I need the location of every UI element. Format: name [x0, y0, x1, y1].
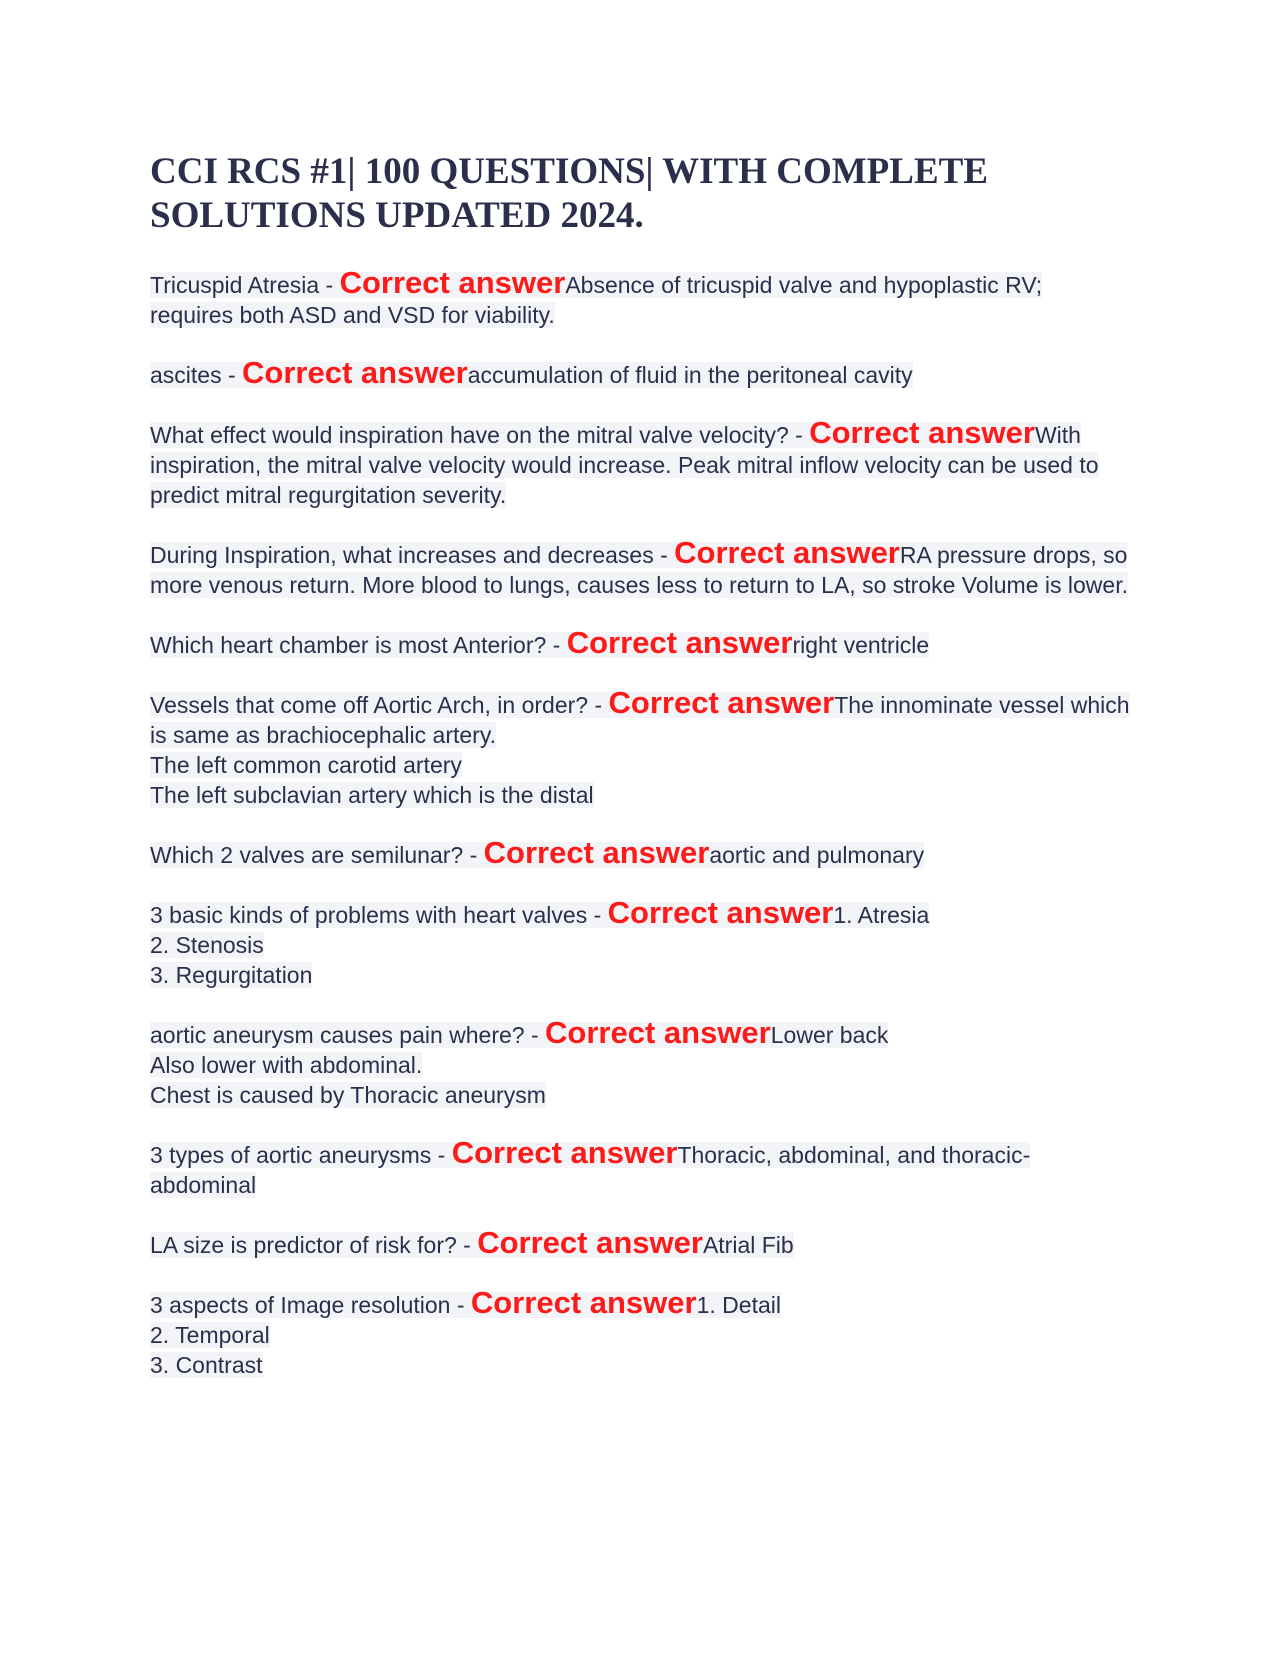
qa-item [150, 835, 1130, 870]
question-text: aortic aneurysm causes pain where? - [150, 1022, 546, 1048]
correct-answer-marker: Correct answer [607, 895, 834, 930]
answer-text: right ventricle [792, 632, 930, 658]
answer-text: accumulation of fluid in the peritoneal cavity [467, 362, 913, 388]
document-title: CCI RCS #1| 100 QUESTIONS| WITH COMPLETE SOLUTIONS UPDATED 2024. [150, 151, 988, 236]
question-text: Vessels that come off Aortic Arch, in order? - [150, 692, 609, 718]
qa-item [150, 685, 1130, 810]
answer-line: 3. Contrast [150, 1352, 263, 1378]
answer-text: Lower back [770, 1022, 889, 1048]
answer-line: The left subclavian artery which is the distal [150, 782, 594, 808]
qa-item [150, 1135, 1130, 1200]
qa-item [150, 1225, 1130, 1260]
qa-item [150, 415, 1130, 510]
qa-item [150, 265, 1130, 330]
answer-text: Thoracic, abdominal, and thoracic-abdominal [150, 1142, 1031, 1198]
correct-answer-marker: Correct answer [451, 1135, 678, 1170]
question-text: ascites - [150, 362, 243, 388]
correct-answer-marker: Correct answer [242, 355, 468, 390]
answer-text: RA pressure drops, so more venous return. More blood to lungs, causes less to return to LA, so stroke Volume is lower. [150, 542, 1128, 598]
answer-text: aortic and pulmonary [709, 842, 925, 868]
correct-answer-marker: Correct answer [483, 835, 710, 870]
correct-answer-marker: Correct answer [809, 415, 1035, 450]
correct-answer-marker: Correct answer [470, 1285, 697, 1320]
qa-list [150, 265, 1130, 1408]
question-text: 3 aspects of Image resolution - [150, 1292, 471, 1318]
question-text: Tricuspid Atresia - [150, 272, 340, 298]
qa-item [150, 1285, 1130, 1380]
question-text: During Inspiration, what increases and decreases - [150, 542, 675, 568]
question-text: What effect would inspiration have on the mitral valve velocity? - [150, 422, 810, 448]
correct-answer-marker: Correct answer [339, 265, 566, 300]
question-text: 3 basic kinds of problems with heart valves - [150, 902, 608, 928]
answer-text: With inspiration, the mitral valve velocity would increase. Peak mitral inflow velocity can be used to predict mitral regurgitation severity. [150, 422, 1099, 508]
correct-answer-marker: Correct answer [545, 1015, 771, 1050]
correct-answer-marker: Correct answer [674, 535, 900, 570]
answer-text: Atrial Fib [702, 1232, 794, 1258]
answer-line: Also lower with abdominal. [150, 1052, 423, 1078]
answer-line: 3. Regurgitation [150, 962, 313, 988]
qa-item [150, 625, 1130, 660]
answer-line: 2. Temporal [150, 1322, 270, 1348]
qa-item [150, 535, 1130, 600]
correct-answer-marker: Correct answer [566, 625, 793, 660]
qa-item [150, 1015, 1130, 1110]
answer-line: 2. Stenosis [150, 932, 264, 958]
answer-line: The left common carotid artery [150, 752, 462, 778]
correct-answer-marker: Correct answer [477, 1225, 703, 1260]
answer-text: 1. Detail [696, 1292, 781, 1318]
question-text: 3 types of aortic aneurysms - [150, 1142, 452, 1168]
answer-text: The innominate vessel which is same as brachiocephalic artery. [150, 692, 1130, 748]
question-text: Which 2 valves are semilunar? - [150, 842, 484, 868]
answer-text: Absence of tricuspid valve and hypoplastic RV; requires both ASD and VSD for viability. [150, 272, 1043, 328]
question-text: LA size is predictor of risk for? - [150, 1232, 478, 1258]
correct-answer-marker: Correct answer [608, 685, 835, 720]
answer-line: Chest is caused by Thoracic aneurysm [150, 1082, 546, 1108]
answer-text: 1. Atresia [833, 902, 930, 928]
qa-item [150, 895, 1130, 990]
qa-item [150, 355, 1130, 390]
question-text: Which heart chamber is most Anterior? - [150, 632, 567, 658]
